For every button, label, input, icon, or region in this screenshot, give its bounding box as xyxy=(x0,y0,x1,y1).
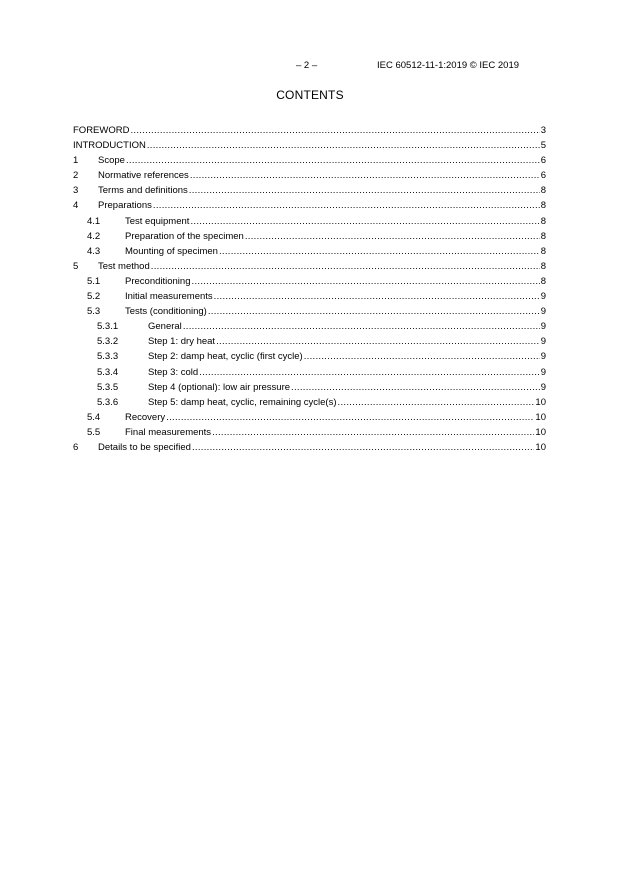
toc-entry-page: 3 xyxy=(540,125,546,136)
toc-entry-title: Preconditioning xyxy=(125,275,191,287)
toc-entry-number: 4.3 xyxy=(87,245,101,257)
toc-entry[interactable] xyxy=(73,349,546,364)
toc-entry-title: Preparation of the specimen xyxy=(125,230,244,242)
toc-entry-title: Step 5: damp heat, cyclic, remaining cycle(s) xyxy=(148,396,337,408)
toc-entry-number: 1 xyxy=(73,155,79,167)
toc-entry-page: 10 xyxy=(535,441,546,453)
toc-entry-page: 10 xyxy=(535,396,546,408)
toc-entry-number: 5.3 xyxy=(87,306,101,318)
toc-entry-label xyxy=(98,153,546,168)
toc-entry-page: 8 xyxy=(540,245,546,257)
toc-entry-title: Scope xyxy=(98,155,125,167)
toc-entry-page: 10 xyxy=(535,411,546,423)
toc-entry-number: 5.4 xyxy=(87,411,101,423)
toc-entry-label xyxy=(148,365,546,380)
toc-entry-title: Step 2: damp heat, cyclic (first cycle) xyxy=(148,351,303,363)
toc-entry-label xyxy=(125,214,546,229)
toc-entry-number: 5.2 xyxy=(87,291,101,303)
toc-entry[interactable] xyxy=(73,365,546,380)
toc-entry-label xyxy=(125,425,546,440)
toc-entry-label xyxy=(148,319,546,334)
toc-leader-dots xyxy=(304,349,540,364)
toc-entry-title: Final measurements xyxy=(125,426,212,438)
toc-entry-title: Details to be specified xyxy=(98,441,191,453)
toc-entry[interactable] xyxy=(73,289,546,304)
toc-entry-title: INTRODUCTION xyxy=(73,140,146,152)
toc-leader-dots xyxy=(151,259,540,274)
toc-entry[interactable] xyxy=(73,425,546,440)
toc-entry[interactable] xyxy=(73,214,546,229)
toc-leader-dots xyxy=(245,229,540,244)
toc-entry-page: 9 xyxy=(540,306,546,318)
page-header xyxy=(0,60,620,74)
toc-entry-number: 5.1 xyxy=(87,275,101,287)
toc-entry[interactable] xyxy=(73,138,546,153)
toc-leader-dots xyxy=(147,138,540,153)
toc-entry-page: 8 xyxy=(540,215,546,227)
toc-entry-number: 5.5 xyxy=(87,426,101,438)
toc-leader-dots xyxy=(166,410,534,425)
toc-entry-number: 5.3.3 xyxy=(97,351,119,363)
table-of-contents xyxy=(73,123,546,455)
toc-entry-page: 6 xyxy=(540,170,546,182)
toc-entry-number: 5.3.4 xyxy=(97,366,119,378)
toc-entry-number: 2 xyxy=(73,170,79,182)
toc-leader-dots xyxy=(130,123,539,138)
toc-entry-label xyxy=(125,304,546,319)
toc-entry[interactable] xyxy=(73,380,546,395)
toc-entry-title: Mounting of specimen xyxy=(125,245,218,257)
toc-entry-title: Step 3: cold xyxy=(148,366,199,378)
toc-entry[interactable] xyxy=(73,395,546,410)
toc-leader-dots xyxy=(212,425,534,440)
toc-entry-page: 9 xyxy=(540,321,546,333)
toc-entry-title: Test method xyxy=(98,260,150,272)
toc-leader-dots xyxy=(190,214,539,229)
toc-entry-page: 9 xyxy=(540,366,546,378)
toc-entry[interactable] xyxy=(73,304,546,319)
page-title: CONTENTS xyxy=(276,88,344,102)
toc-leader-dots xyxy=(216,334,540,349)
toc-entry-number: 4.1 xyxy=(87,215,101,227)
toc-leader-dots xyxy=(214,289,540,304)
toc-entry-title: Initial measurements xyxy=(125,291,213,303)
toc-entry[interactable] xyxy=(73,153,546,168)
toc-entry-number: 5 xyxy=(73,260,79,272)
toc-entry[interactable] xyxy=(73,334,546,349)
toc-entry-page: 9 xyxy=(540,351,546,363)
toc-entry-label xyxy=(148,380,546,395)
toc-leader-dots xyxy=(192,440,534,455)
toc-entry-title: Normative references xyxy=(98,170,189,182)
toc-entry-number: 5.3.1 xyxy=(97,321,119,333)
toc-leader-dots xyxy=(199,365,540,380)
toc-entry[interactable] xyxy=(73,229,546,244)
toc-entry[interactable] xyxy=(73,440,546,455)
toc-entry-label xyxy=(125,229,546,244)
toc-entry[interactable] xyxy=(73,168,546,183)
toc-entry-number: 5.3.2 xyxy=(97,336,119,348)
toc-entry-title: Step 4 (optional): low air pressure xyxy=(148,381,291,393)
toc-entry-label xyxy=(73,138,546,153)
toc-leader-dots xyxy=(126,153,540,168)
toc-entry-title: Test equipment xyxy=(125,215,190,227)
toc-entry-label xyxy=(98,259,546,274)
toc-entry-page: 6 xyxy=(540,155,546,167)
toc-leader-dots xyxy=(153,198,540,213)
toc-entry-page: 9 xyxy=(540,381,546,393)
toc-entry-page: 9 xyxy=(540,336,546,348)
toc-entry-number: 4 xyxy=(73,200,79,212)
toc-entry-number: 3 xyxy=(73,185,79,197)
toc-entry-title: Step 1: dry heat xyxy=(148,336,216,348)
toc-entry[interactable] xyxy=(73,319,546,334)
toc-entry-title: Recovery xyxy=(125,411,166,423)
toc-entry-label xyxy=(125,410,546,425)
toc-leader-dots xyxy=(291,380,540,395)
toc-entry-label xyxy=(98,198,546,213)
toc-entry-label xyxy=(125,289,546,304)
toc-entry-title: Preparations xyxy=(98,200,152,212)
toc-entry-title: General xyxy=(148,321,182,333)
toc-entry-label xyxy=(148,395,546,410)
toc-entry-label xyxy=(125,244,546,259)
toc-entry[interactable] xyxy=(73,123,546,138)
toc-entry-page: 8 xyxy=(540,200,546,212)
toc-entry[interactable] xyxy=(73,198,546,213)
toc-entry-number: 6 xyxy=(73,441,79,453)
toc-entry-page: 5 xyxy=(540,140,546,152)
toc-entry[interactable] xyxy=(73,183,546,198)
toc-leader-dots xyxy=(219,244,540,259)
toc-entry-label xyxy=(73,123,546,138)
toc-entry-label xyxy=(148,349,546,364)
toc-entry-label xyxy=(98,183,546,198)
toc-entry-page: 9 xyxy=(540,291,546,303)
toc-leader-dots xyxy=(190,168,540,183)
toc-entry-page: 8 xyxy=(540,275,546,287)
toc-entry-label xyxy=(125,274,546,289)
toc-entry-number: 4.2 xyxy=(87,230,101,242)
toc-leader-dots xyxy=(192,274,540,289)
toc-leader-dots xyxy=(208,304,540,319)
toc-entry[interactable] xyxy=(73,259,546,274)
toc-entry-label xyxy=(98,440,546,455)
document-reference: IEC 60512-11-1:2019 © IEC 2019 xyxy=(377,60,520,71)
toc-entry-title: Tests (conditioning) xyxy=(125,306,207,318)
page-number: – 2 – xyxy=(296,60,318,71)
toc-entry-label xyxy=(148,334,546,349)
toc-entry-page: 8 xyxy=(540,260,546,272)
toc-entry-number: 5.3.6 xyxy=(97,396,119,408)
toc-entry-page: 10 xyxy=(535,426,546,438)
toc-entry-label xyxy=(98,168,546,183)
toc-leader-dots xyxy=(189,183,540,198)
toc-entry-page: 8 xyxy=(540,230,546,242)
toc-entry-page: 8 xyxy=(540,185,546,197)
toc-entry-title: Terms and definitions xyxy=(98,185,188,197)
toc-entry[interactable] xyxy=(73,410,546,425)
toc-entry[interactable] xyxy=(73,244,546,259)
toc-leader-dots xyxy=(338,395,535,410)
toc-entry-number: 5.3.5 xyxy=(97,381,119,393)
toc-entry[interactable] xyxy=(73,274,546,289)
toc-entry-title: FOREWORD xyxy=(73,125,130,136)
toc-leader-dots xyxy=(183,319,540,334)
